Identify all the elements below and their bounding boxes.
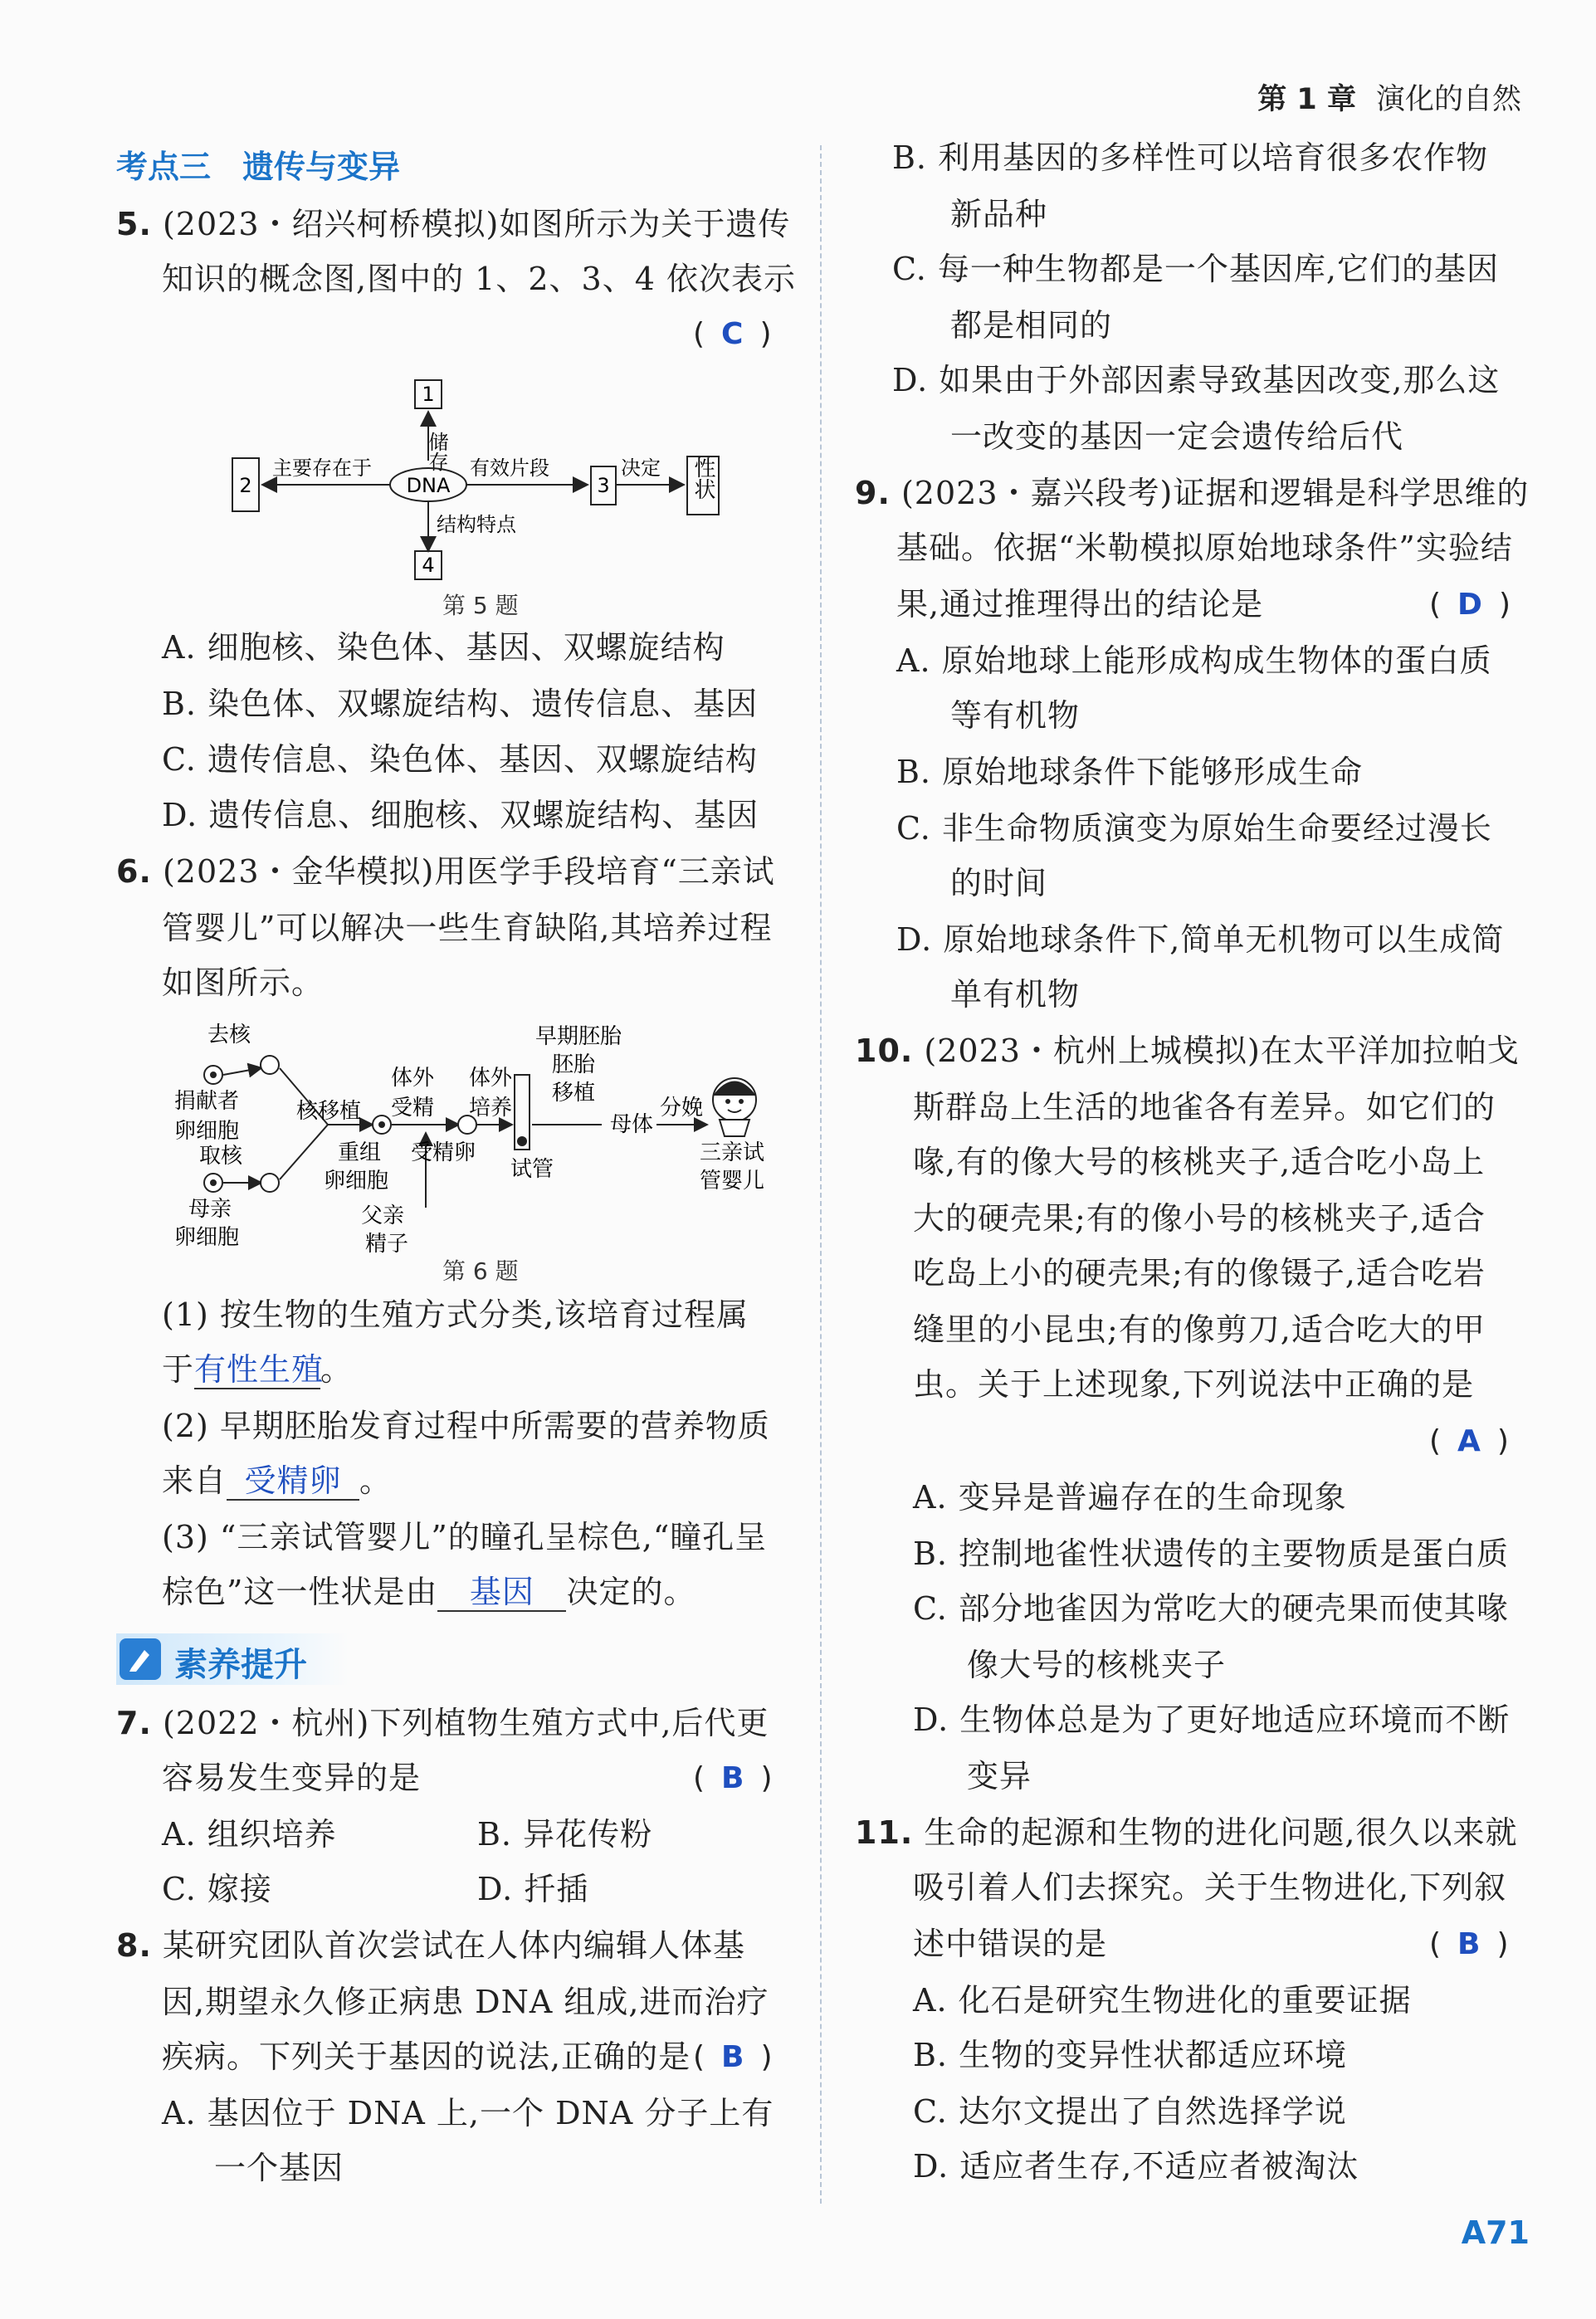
q6-sub1-answer: 有性生殖 — [194, 1351, 325, 1388]
q8-option-b-2: 新品种 — [950, 196, 1048, 232]
question-11-line-1: 11. 生命的起源和生物的进化问题,很久以来就 — [855, 1814, 1518, 1851]
question-10-line-3: 喙,有的像大号的核桃夹子,适合吃小岛上 — [913, 1144, 1486, 1180]
q7-option-d: D. 扦插 — [477, 1871, 589, 1907]
test-tube-label: 试管 — [510, 1157, 554, 1182]
baby-label-1: 三亲试 — [700, 1140, 765, 1165]
father-label-2: 精子 — [365, 1232, 409, 1257]
column-divider — [820, 145, 822, 2204]
question-6-number: 6. — [116, 853, 152, 890]
q6-sub2-answer: 受精卵 — [227, 1462, 359, 1501]
structure-label: 结构特点 — [437, 513, 516, 536]
nuclear-transfer-label: 核移植 — [296, 1099, 362, 1124]
question-9-line-2: 基础。依据“米勒模拟原始地球条件”实验结 — [896, 530, 1513, 566]
recomb-label-1: 重组 — [338, 1140, 382, 1165]
mother-body-label: 母体 — [610, 1112, 654, 1137]
question-9-line-1: 9. (2023・嘉兴段考)证据和逻辑是科学思维的 — [855, 475, 1530, 511]
q6-process-diagram — [162, 1017, 809, 1257]
q10-option-c-2: 像大号的核桃夹子 — [967, 1647, 1227, 1683]
banner-title: 素养提升 — [174, 1646, 307, 1684]
question-7-line-2: 容易发生变异的是 — [162, 1760, 422, 1796]
q11-option-a: A. 化石是研究生物进化的重要证据 — [913, 1982, 1412, 2019]
culture-label-1: 体外 — [469, 1066, 513, 1091]
q6-sub2-line-1: (2) 早期胚胎发育过程中所需要的营养物质 — [162, 1408, 770, 1444]
question-5-line-2: 知识的概念图,图中的 1、2、3、4 依次表示 — [162, 261, 796, 297]
q7-option-a: A. 组织培养 — [162, 1816, 337, 1853]
q5-option-c: C. 遗传信息、染色体、基因、双螺旋结构 — [162, 741, 758, 778]
q8-option-b-1: B. 利用基因的多样性可以培育很多农作物 — [892, 139, 1489, 176]
question-9-line-3: 果,通过推理得出的结论是 — [896, 586, 1264, 622]
q10-option-a-1: A. 变异是普遍存在的生命现象 — [913, 1479, 1347, 1516]
segment-label: 有效片段 — [470, 456, 549, 480]
question-5-number: 5. — [116, 206, 152, 242]
q11-option-b: B. 生物的变异性状都适应环境 — [913, 2037, 1348, 2073]
question-6-line-3: 如图所示。 — [162, 964, 325, 1001]
q9-option-c-2: 的时间 — [950, 865, 1048, 901]
q5-caption: 第 5 题 — [442, 592, 519, 619]
culture-label-2: 培养 — [469, 1096, 513, 1120]
question-5-answer: ( C ) — [693, 317, 772, 351]
embryo-label-1: 早期胚胎 — [535, 1024, 622, 1049]
mother-label-2: 卵细胞 — [174, 1225, 240, 1250]
box-4-label: 4 — [422, 554, 435, 577]
question-7-answer: ( B ) — [693, 1761, 773, 1795]
q5-option-d: D. 遗传信息、细胞核、双螺旋结构、基因 — [162, 797, 759, 833]
question-10-line-5: 吃岛上小的硬壳果;有的像镊子,适合吃岩 — [913, 1255, 1486, 1291]
question-9-answer: ( D ) — [1429, 588, 1511, 622]
q5-option-a: A. 细胞核、染色体、基因、双螺旋结构 — [162, 629, 725, 666]
q6-caption: 第 6 题 — [442, 1257, 519, 1285]
q8-option-a-1: A. 基因位于 DNA 上,一个 DNA 分子上有 — [162, 2095, 774, 2131]
delivery-label: 分娩 — [660, 1096, 704, 1120]
q8-option-d-1: D. 如果由于外部因素导致基因改变,那么这 — [892, 362, 1501, 398]
q5-option-b: B. 染色体、双螺旋结构、遗传信息、基因 — [162, 686, 759, 722]
q5-concept-diagram — [224, 373, 739, 585]
take-nucleus-label: 取核 — [199, 1144, 243, 1169]
q6-sub3-line-1: (3) “三亲试管婴儿”的瞳孔呈棕色,“瞳孔呈 — [162, 1519, 768, 1555]
store-label: 储存 — [425, 432, 448, 471]
pencil-icon — [120, 1638, 161, 1680]
q9-option-c-1: C. 非生命物质演变为原始生命要经过漫长 — [896, 810, 1492, 847]
chapter-title: 演化的自然 — [1375, 83, 1521, 116]
q8-option-c-1: C. 每一种生物都是一个基因库,它们的基因 — [892, 251, 1499, 287]
baby-label-2: 管婴儿 — [700, 1169, 765, 1194]
question-5-line-1: 5. (2023・绍兴柯桥模拟)如图所示为关于遗传 — [116, 206, 791, 242]
literacy-banner — [116, 1633, 349, 1685]
q6-sub1-line-2: 于有性生殖。 — [162, 1351, 354, 1388]
q9-option-d-2: 单有机物 — [950, 976, 1081, 1013]
box-2-label: 2 — [239, 474, 252, 497]
q11-option-c: C. 达尔文提出了自然选择学说 — [913, 2093, 1347, 2130]
question-7-line-1: 7. (2022・杭州)下列植物生殖方式中,后代更 — [116, 1705, 769, 1741]
question-10-line-6: 缝里的小昆虫;有的像剪刀,适合吃大的甲 — [913, 1311, 1486, 1348]
question-10-line-4: 大的硬壳果;有的像小号的核桃夹子,适合 — [913, 1200, 1486, 1237]
chapter-header — [1257, 76, 1521, 118]
q6-sub3-line-2: 棕色”这一性状是由 基因 决定的。 — [162, 1574, 696, 1610]
question-10-line-1: 10. (2023・杭州上城模拟)在太平洋加拉帕戈 — [855, 1033, 1520, 1069]
q11-option-d: D. 适应者生存,不适应者被淘汰 — [913, 2148, 1359, 2185]
baby-icon — [713, 1078, 756, 1136]
q7-option-c: C. 嫁接 — [162, 1871, 272, 1907]
question-6-line-2: 管婴儿”可以解决一些生育缺陷,其培养过程 — [162, 910, 773, 946]
section-title: 考点三 遗传与变异 — [116, 149, 401, 185]
q8-option-a-2: 一个基因 — [214, 2150, 344, 2186]
question-11-line-3: 述中错误的是 — [913, 1926, 1108, 1962]
recomb-label-2: 卵细胞 — [324, 1169, 389, 1194]
q9-option-b-1: B. 原始地球条件下能够形成生命 — [896, 754, 1364, 790]
ivf-label-1: 体外 — [391, 1066, 435, 1091]
embryo-label-3: 移植 — [552, 1081, 596, 1106]
ivf-label-2: 受精 — [391, 1096, 435, 1120]
enucleated-egg — [261, 1056, 279, 1074]
zygote-label: 受精卵 — [411, 1140, 476, 1165]
q9-option-d-1: D. 原始地球条件下,简单无机物可以生成简 — [896, 921, 1505, 958]
q10-option-d-2: 变异 — [967, 1758, 1032, 1794]
q9-option-a-1: A. 原始地球上能形成构成生物体的蛋白质 — [896, 642, 1492, 679]
mother-label-1: 母亲 — [188, 1197, 232, 1222]
main-location-label: 主要存在于 — [272, 456, 372, 480]
q10-option-d-1: D. 生物体总是为了更好地适应环境而不断 — [913, 1701, 1511, 1738]
question-6-line-1: 6. (2023・金华模拟)用医学手段培育“三亲试 — [116, 853, 775, 890]
question-8-line-3: 疾病。下列关于基因的说法,正确的是 — [162, 2038, 691, 2075]
box-3-label: 3 — [597, 474, 610, 497]
question-10-answer: ( A ) — [1429, 1424, 1509, 1458]
q7-option-b: B. 异花传粉 — [477, 1816, 653, 1853]
chapter-number: 第 1 章 — [1257, 83, 1356, 116]
remove-nucleus-label: 去核 — [207, 1023, 251, 1047]
decide-label: 决定 — [621, 456, 661, 480]
donor-label-1: 捐献者 — [174, 1089, 240, 1114]
box-1-label: 1 — [422, 383, 435, 406]
q8-option-c-2: 都是相同的 — [950, 307, 1113, 344]
question-10-line-2: 斯群岛上生活的地雀各有差异。如它们的 — [913, 1089, 1496, 1125]
q8-option-d-2: 一改变的基因一定会遗传给后代 — [950, 418, 1404, 455]
trait-label: 性状 — [691, 456, 715, 500]
q6-sub2-line-2: 来自 受精卵 。 — [162, 1462, 393, 1499]
page-number: A71 — [1461, 2214, 1530, 2251]
question-10-line-7: 虫。关于上述现象,下列说法中正确的是 — [913, 1366, 1475, 1403]
q6-sub3-answer: 基因 — [437, 1574, 566, 1612]
question-8-line-1: 8. 某研究团队首次尝试在人体内编辑人体基 — [116, 1927, 745, 1964]
question-8-line-2: 因,期望永久修正病患 DNA 组成,进而治疗 — [162, 1984, 769, 2020]
question-8-answer: ( B ) — [693, 2040, 773, 2074]
question-11-line-2: 吸引着人们去探究。关于生物进化,下列叙 — [913, 1869, 1507, 1906]
embryo-label-2: 胚胎 — [552, 1052, 596, 1077]
donor-label-2: 卵细胞 — [174, 1119, 240, 1144]
dna-label: DNA — [406, 474, 451, 497]
q10-option-b-1: B. 控制地雀性状遗传的主要物质是蛋白质 — [913, 1535, 1510, 1572]
q9-option-a-2: 等有机物 — [950, 697, 1081, 734]
question-11-answer: ( B ) — [1429, 1927, 1509, 1961]
q10-option-c-1: C. 部分地雀因为常吃大的硬壳果而使其喙 — [913, 1590, 1509, 1627]
q6-sub1-line-1: (1) 按生物的生殖方式分类,该培育过程属 — [162, 1296, 749, 1333]
father-label-1: 父亲 — [361, 1203, 405, 1228]
